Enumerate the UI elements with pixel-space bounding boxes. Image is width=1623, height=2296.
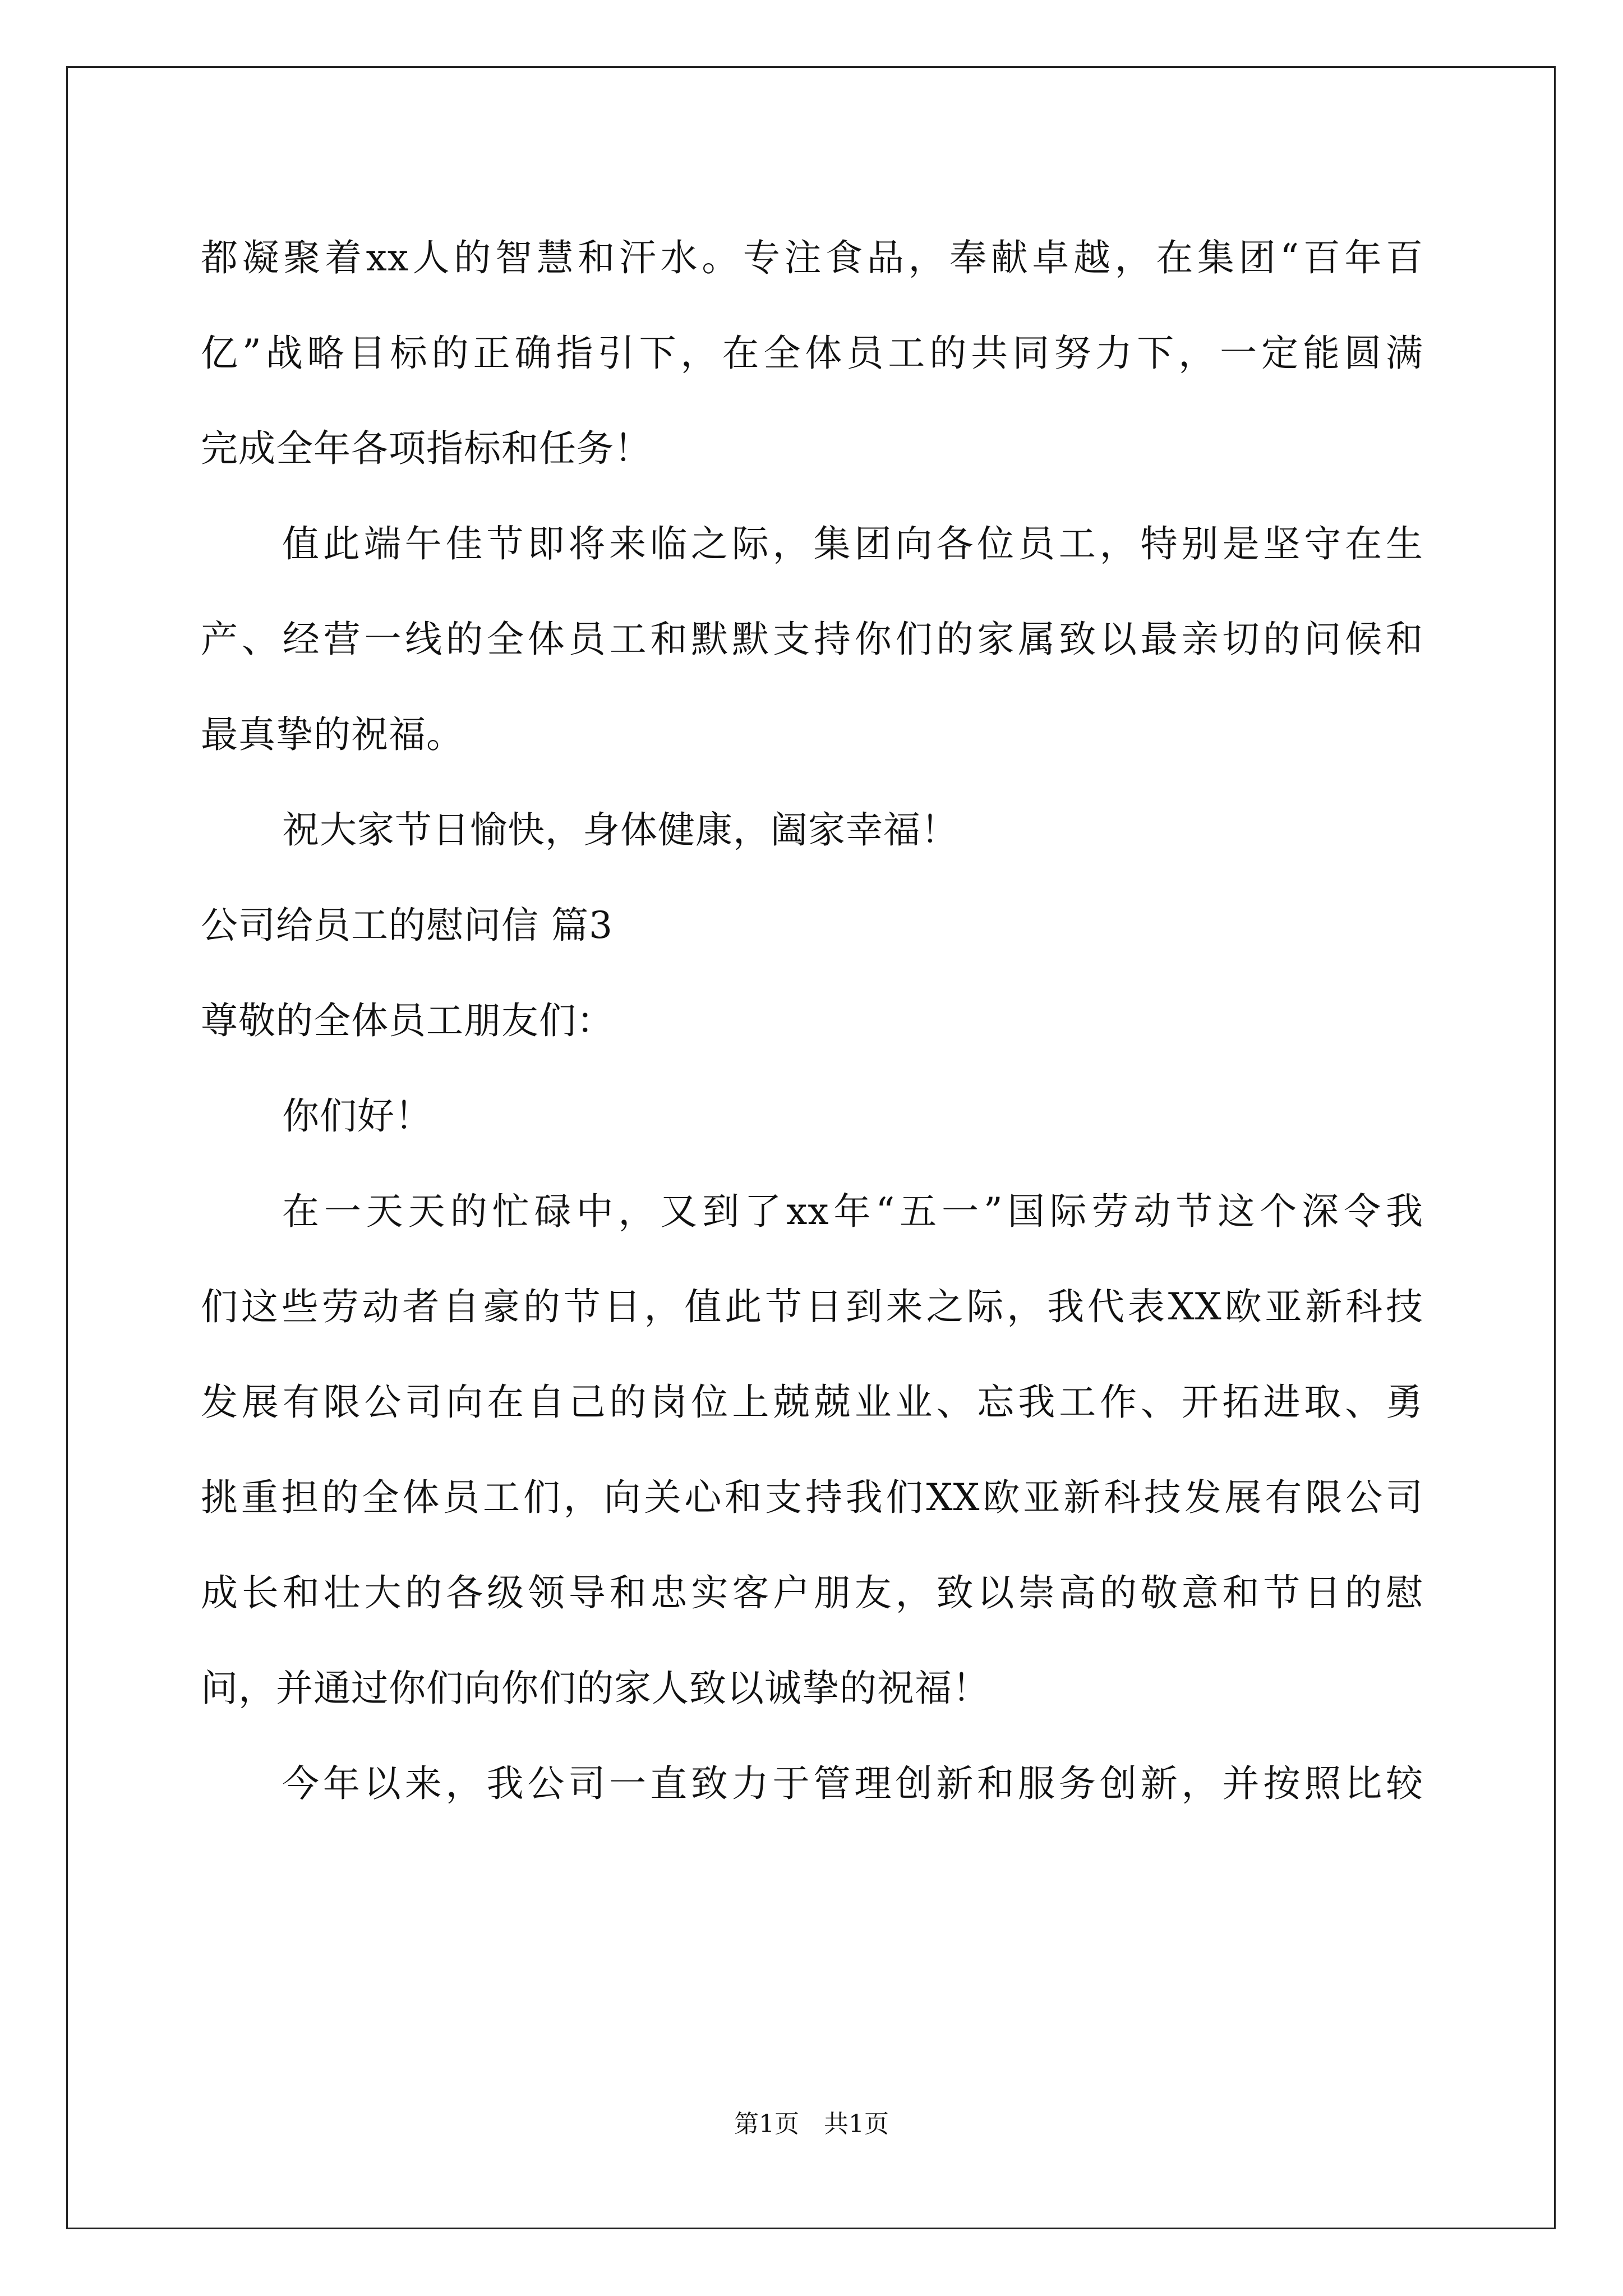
greeting: 你们好！: [282, 1094, 432, 1138]
text-line: 亿”战略目标的正确指引下，在全体员工的共同努力下，一定能圆满: [201, 332, 1423, 375]
text-line: 成长和壮大的各级领导和忠实客户朋友，致以崇高的敬意和节日的慰: [201, 1571, 1423, 1614]
salutation: 尊敬的全体员工朋友们：: [201, 999, 614, 1042]
text-line: 产、经营一线的全体员工和默默支持你们的家属致以最亲切的问候和: [201, 618, 1423, 661]
text-line: 今年以来，我公司一直致力于管理创新和服务创新，并按照比较: [282, 1762, 1423, 1805]
text-line: 都凝聚着xx人的智慧和汗水。专注食品，奉献卓越，在集团“百年百: [201, 236, 1423, 279]
page-footer: 第1页 共1页: [734, 2110, 889, 2138]
text-line: 在一天天的忙碌中，又到了xx年“五一”国际劳动节这个深令我: [282, 1190, 1423, 1233]
text-line: 问，并通过你们向你们的家人致以诚挚的祝福！: [201, 1667, 990, 1710]
text-line: 完成全年各项指标和任务！: [201, 427, 652, 470]
text-line: 们这些劳动者自豪的节日，值此节日到来之际，我代表XX欧亚新科技: [201, 1285, 1423, 1328]
text-line: 值此端午佳节即将来临之际，集团向各位员工，特别是坚守在生: [282, 522, 1423, 565]
document-body: [201, 210, 1423, 1832]
section-heading: 公司给员工的慰问信 篇3: [201, 904, 613, 947]
text-line: 发展有限公司向在自己的岗位上兢兢业业、忘我工作、开拓进取、勇: [201, 1381, 1423, 1424]
text-line: 最真挚的祝福。: [201, 713, 464, 756]
text-line: 挑重担的全体员工们，向关心和支持我们XX欧亚新科技发展有限公司: [201, 1476, 1423, 1519]
text-line: 祝大家节日愉快，身体健康，阖家幸福！: [282, 808, 958, 852]
